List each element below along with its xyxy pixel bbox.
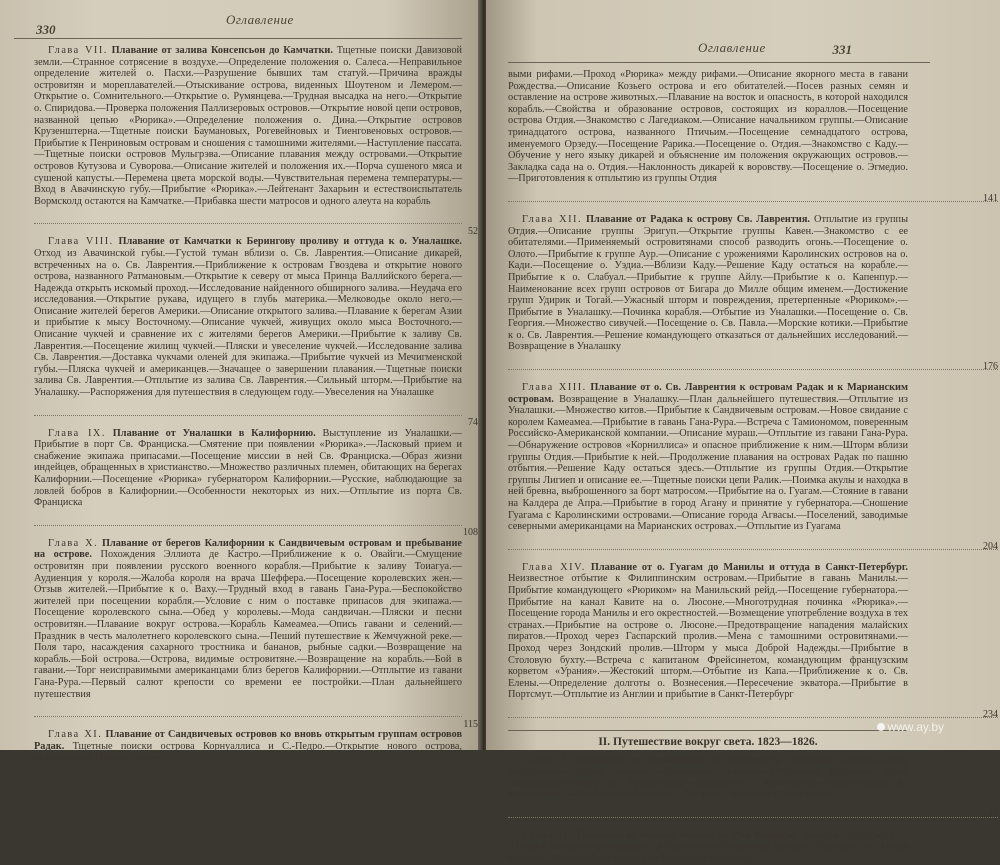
continued-page-line — [508, 189, 998, 205]
chapter-number: Глава I. — [522, 754, 571, 766]
toc-entry — [508, 755, 908, 801]
chapter-title: Плавание от берегов Калифорнии к Сандвичевым островам и пребывание на острове. — [34, 537, 462, 561]
chapter-number: Глава XIV. — [522, 561, 586, 573]
right-running-head: Оглавление — [698, 40, 766, 55]
part-title: II. Путешествие вокруг света. 1823—1826. — [508, 730, 908, 749]
page-ref: 176 — [983, 361, 998, 373]
page-ref-line — [34, 704, 478, 730]
chapter-number: Глава VII. — [48, 45, 108, 56]
toc-entry — [34, 729, 462, 764]
chapter-summary: Отход из Авачинской губы.—Густой туман вблизи о. Св. Лаврентия.—Описание дикарей, встреченных на о. Св. Лаврентия.—Приближение к островам Гвоздева и открытие нового острова, названного Ратмановым.—Открытие к северу от мыса Принца Валлийского берега.—Надежда открыть искомый проход.—Исследование найденного обширного залива.—Неудача его исследования.—Открытие рукава, идущего в глубь материка.—Мелководье около него.—Описание жителей берегов Америки.—Описание открытого залива.—Плавание к берегам Азии и прибытие к мысу Восточному.—Описание чукчей, живущих около мыса Восточного.—Описание чукчей и сравнение их с жителями берегов Америки.—Прибытие к заливу Св. Лаврентия.—Посещение жилищ чукчей.—Пляски и увеселение чукчей.—Исследование залива Св. Лаврентия.—Доставка чукчами оленей для экипажа.—Прибытие чукчей из Мечигменской губы.—Пляска чукчей и американцев.—Значащее о завершении плавания.—Тщетные поиски залива Св. Лаврентия.—Отплытие из залива Св. Лаврентия.—Сильный шторм.—Прибытие на Уналашку.—Распоряжения для путешествия в следующем году.—Увеселения на Уналашке — [34, 247, 462, 399]
chapter-number: Глава VIII. — [48, 236, 114, 248]
page-ref: 247 — [983, 809, 998, 821]
chapter-title: Плавание от берегов Англии до Рио-Жанейро. — [576, 829, 798, 841]
toc-entry — [34, 538, 462, 700]
watermark-text: www.ay.by — [887, 720, 944, 734]
chapter-number: Глава XI. — [48, 729, 103, 741]
chapter-summary: Выступление из Уналашки.—Прибытие в порт Св. Франциска.—Смятение при появлении «Рюрика».—Ласковый прием и снабжение экипажа припасами.—Посещение миссии в ней Св. Франциска.—Образ жизни индейцев, обращенных в христианство.—Множество различных племен, обитающих на берегах Калифорнии.—Посещение «Рюрика» губернатором Калифорнии.—Русские, наблюдающие за ловлей бобров в Калифорнии.—Особенности некоторых из них.—Отплытие из порта Св. Франциска — [34, 427, 463, 509]
page-ref-line — [508, 357, 998, 373]
chapter-summary: Неизвестное отбытие к Филиппинским островам.—Прибытие в гавань Манилы.—Прибытие командующего «Рюриком» на Манильский рейд.—Посещение губернатора.—Прибытие на канал Кавите на о. Люсоне.—Многотрудная починка «Рюрика».—Посещение города Манилы и его окрестностей.—Возмещение употребление воздуха в тех странах.—Прибытие на острове о. Люсоне.—Предотвращение нападения малайских пиратов.—Проход через Гаспарский пролив.—Мена с тамошними островитянами.—Проход через Зондский пролив.—Шторм у мыса Доброй Надежды.—Прибытие в Столовую бухту.—Встреча с капитаном Фрейсинетом, командующим французским корветом «Урания».—Жестокий шторм.—Отбытие из Капа.—Приближение к о. Св. Елены.—Определение долготы о. Вознесения.—Пересечение экватора.—Прибытие в Портсмут.—Отплытие из Англии и прибытие в Санкт-Петербург — [508, 573, 908, 701]
chapter-title: Плавание от Сандвичевых островов ко вновь открытым группам островов Радак. — [34, 729, 463, 752]
chapter-title: Плавание от Кронштадта до Портсмута. — [577, 754, 783, 766]
chapter-summary: Возвращение в Уналашку.—План дальнейшего путешествия.—Отплытие из Уналашки.—Множество китов.—Прибытие к Сандвичевым островам.—Новое свидание с королем Камеамеа.—Прибытие в гавань Гана-Рура.—Встреча с Тамиономом, поверенным Российско-Американской компании.—Описание мураш.—Отплытие из гавани Гана-Рура.—Обнаружение островов «Корниллиса» и опасное приближение к ним.—Шторм вблизи группы Отдия.—Прибытие к ней.—Продолжение плавания на островах Радак по пашню отбытия.—Решение Каду остаться здесь.—Отплытие из группы Отдия.—Открытие группы Лигиеп и описание ее.—Тщетные поиски цепи Ралик.—Поимка акулы и находка в ней бревна, выброшенного за борт матросом.—Прибытие на о. Гуагам.—Стояние в гавани на Калдера де Апра.—Прибытие в город Агану и принятие у губернатора.—Сношение Гуагама с Каролинскими островами.—Описание города Агвасы.—Поселений, заводимые северными американцами на Марианских островах.—Отплытие из Гуагама — [508, 393, 908, 533]
continued-body: выми рифами.—Проход «Рюрика» между рифами.—Описание якорного места в гавани Рождества.—Описание Козьего острова и его обитателей.—Посев разных семян и оставление на острове животных.—Плавание на восток и опасность, в которой находился корабль.—Свойства и образование островов, состоящих из кораллов.—Посещение острова Отдия.—Знакомство с Лагедиаком.—Описание начальником группы.—Описание тринадцатого острова, названного Птичьим.—Посещение семнадцатого острова, именуемого Орзеду.—Посещение Рарика.—Посещение о. Отдия.—Знакомство с Каду.—Обучение у него языку дикарей и объяснение им положения окружающих островов.—Закладка сада на о. Отдия.—Наклонность дикарей к воровству.—Посещение о. Эгмедио.—Приготовления к отплытию из группы Отдия — [508, 69, 908, 185]
toc-entry — [508, 214, 908, 353]
right-page — [486, 0, 1000, 865]
watermark-logo-icon — [877, 723, 885, 731]
chapter-summary: Тщетные поиски острова Корнуаллиса и С.-Педро.—Открытие нового острова, названного о. Нового года.— — [34, 740, 462, 764]
page-ref: 52 — [468, 225, 478, 237]
chapter-number: Глава II. — [522, 829, 573, 841]
page-ref-line — [508, 705, 998, 721]
chapter-summary: Выход из Портсмута.—Шторм в Канале.—Возвращение в Портсмут.—Вторичный выход из Портсмута.—Потери матроса.—Враждебная встреча на Канарских островах. — [508, 829, 908, 865]
chapter-summary: Постройка шлюпа.—Цель экспедиции.—Состав экипажа.—Назначение ученых.—Вторичная перемена целей экспедиции.—Выход из Кронштадта.—Прибытие в Копенгаген.—Буря.—Выход из Копенгагена.—Прибытие в Портсмут.—Встреча с фрегатом «Проворный» — [508, 754, 909, 801]
right-page-number: 331 — [832, 42, 852, 57]
left-page — [0, 0, 482, 764]
page-ref-line — [508, 537, 998, 553]
toc-entry — [508, 382, 908, 533]
page-ref: 204 — [983, 541, 998, 553]
chapter-title: Плавание от Уналашки в Калифорнию. — [112, 427, 316, 439]
watermark — [877, 720, 944, 734]
chapter-title: Плавание от о. Св. Лаврентия к островам Радак и к Марианским островам. — [508, 382, 909, 405]
page-ref: 74 — [468, 417, 478, 429]
page-ref-line — [34, 513, 478, 539]
toc-entry — [34, 236, 462, 398]
chapter-summary: Похождения Эллиота де Кастро.—Приближение к о. Овайги.—Смущение островитян при появлении русского военного корабля.—Прибытие к заливу Тоиагуа.—Аудиенция у короля.—Жалоба короля на врача Шеффера.—Посещение королевских жен.—Отзыв жителей.—Прибытие к о. Ваху.—Трудный вход в гавань Гана-Рура.—Беспокойство жителей при посещении корабля.—Условие с ним о поставке припасов для экипажа.—Посещение королевского сына.—Обед у королевы.—Мода сандвичан.—Пляски и песни островитян.—Плавание вокруг острова.—Корабль Камеамеа.—Опись гавани и селений.—Праздник в честь малолетнего королевского сына.—Пеший путешествие к Жемчужной реке.—Поля таро, насаждения сахарного тростника и бананов, рыбные садки.—Возвращение на корабль.—Бой острова.—Острова, видимые островитяне.—Возвращение на корабль.—Бой в гавани.—Торг неисправимыми американцами близ берегов Калифорнии.—Отплытие из гавани Гана-Рура.—Первый салют крепости со времени ее постройки.—План дальнейшего путешествия — [34, 549, 463, 700]
continued-page: 141 — [983, 193, 998, 205]
toc-entry — [34, 45, 462, 207]
toc-entry — [34, 428, 462, 509]
chapter-title: Плавание от Радака к острову Св. Лаврентия. — [586, 213, 811, 225]
chapter-number: Глава X. — [48, 537, 99, 549]
left-toc-entries — [14, 45, 478, 764]
left-page-number: 330 — [36, 22, 56, 37]
chapter-number: Глава XIII. — [522, 382, 587, 394]
page-ref-line — [34, 403, 478, 429]
toc-entry — [508, 830, 908, 865]
page-ref: 115 — [463, 718, 478, 730]
page-ref-line — [34, 211, 478, 237]
left-running-head: Оглавление — [226, 12, 294, 27]
left-header — [14, 0, 462, 39]
right-header — [508, 0, 930, 63]
chapter-title: Плавание от залива Консепсьон до Камчатки. — [111, 45, 333, 56]
chapter-number: Глава IX. — [48, 427, 106, 439]
chapter-summary: Отплытие из группы Отдия.—Описание группы Эригуп.—Открытие группы Кавен.—Знакомство с ее обитателями.—Применяемый островитянами способ разводить огонь.—Посещение о. Олото.—Прибытие к группе Аур.—Описание с урожениями Каролинских островов на о. Кади.—Посещение о. Уэдиа.—Вблизи Каду.—Решение Каду остаться на корабле.—Прибытие к о. Слабуал.—Прибытие к группе Айлу.—Прибытие к о. Капенпур.—Наименование всех групп островов от Бигара до Милле общим именем.—Достижение групп Удирик и Тогай.—Ужасный шторм и повреждения, претерпенные «Рюриком».—Прибытие в Уналашку.—Починка корабля.—Отбытие из Уналашки.—Посещение о. Св. Георгия.—Множество сивучей.—Посещение о. Св. Павла.—Морские котики.—Прибытие к о. Св. Лаврентия.—Решение командующего отказаться от дальнейших исследований.—Возвращение в Уналашку — [508, 213, 908, 353]
chapter-summary: Тщетные поиски Давизовой земли.—Странное сотрясение в воздухе.—Определение положения о. Салеса.—Неправильное определение жителей о. Пасхи.—Разрушение бывших там статуй.—Причина вражды островитян и мореплавателей.—Отыскивание острова, виденных Шоутеном и Лемером.—Открытие о. Сомнительного.—Открытие о. Румянцева.—Трудная высадка на него.—Открытие о. Спиридова.—Проверка положения Паллизеровых островов.—Открытие новой цепи островов, названной цепью «Рюрика».—Определение положения о. Дина.—Открытие островов Крузенштерна.—Тщетные поиски Баумановых, Рогевейновых и Тиенговеновых островов.—Прибытие к Пенриновым островам и сношения с тамошними жителями.—Наступление пассата.—Тщетные поиски островов Мульгрэва.—Описание плавания между островами.—Открытие островов Кутузова и Суворова.—Описание жителей и положения их.—Порча сушеного мяса и сушеной капусты.—Перемена цвета морской воды.—Чувствительная перемена температуры.—Вход в Авачинскую губу.—Прибытие «Рюрика».—Лейтенант Захарьин и естествоиспытатель Вормсколд остаются на Камчатке.—Прибавка шести матросов и одного алеута на корабль — [34, 45, 462, 207]
page-ref: 234 — [983, 709, 998, 721]
page-ref-line — [508, 805, 998, 821]
chapter-title: Плавание от Камчатки к Берингову проливу и оттуда к о. Уналашке. — [118, 236, 462, 248]
chapter-number: Глава XII. — [522, 213, 583, 225]
chapter-title: Плавание от о. Гуагам до Манилы и оттуда в Санкт-Петербург. — [590, 561, 908, 573]
toc-entry — [508, 562, 908, 701]
continued-entry — [508, 69, 908, 185]
page-ref: 108 — [463, 527, 478, 539]
